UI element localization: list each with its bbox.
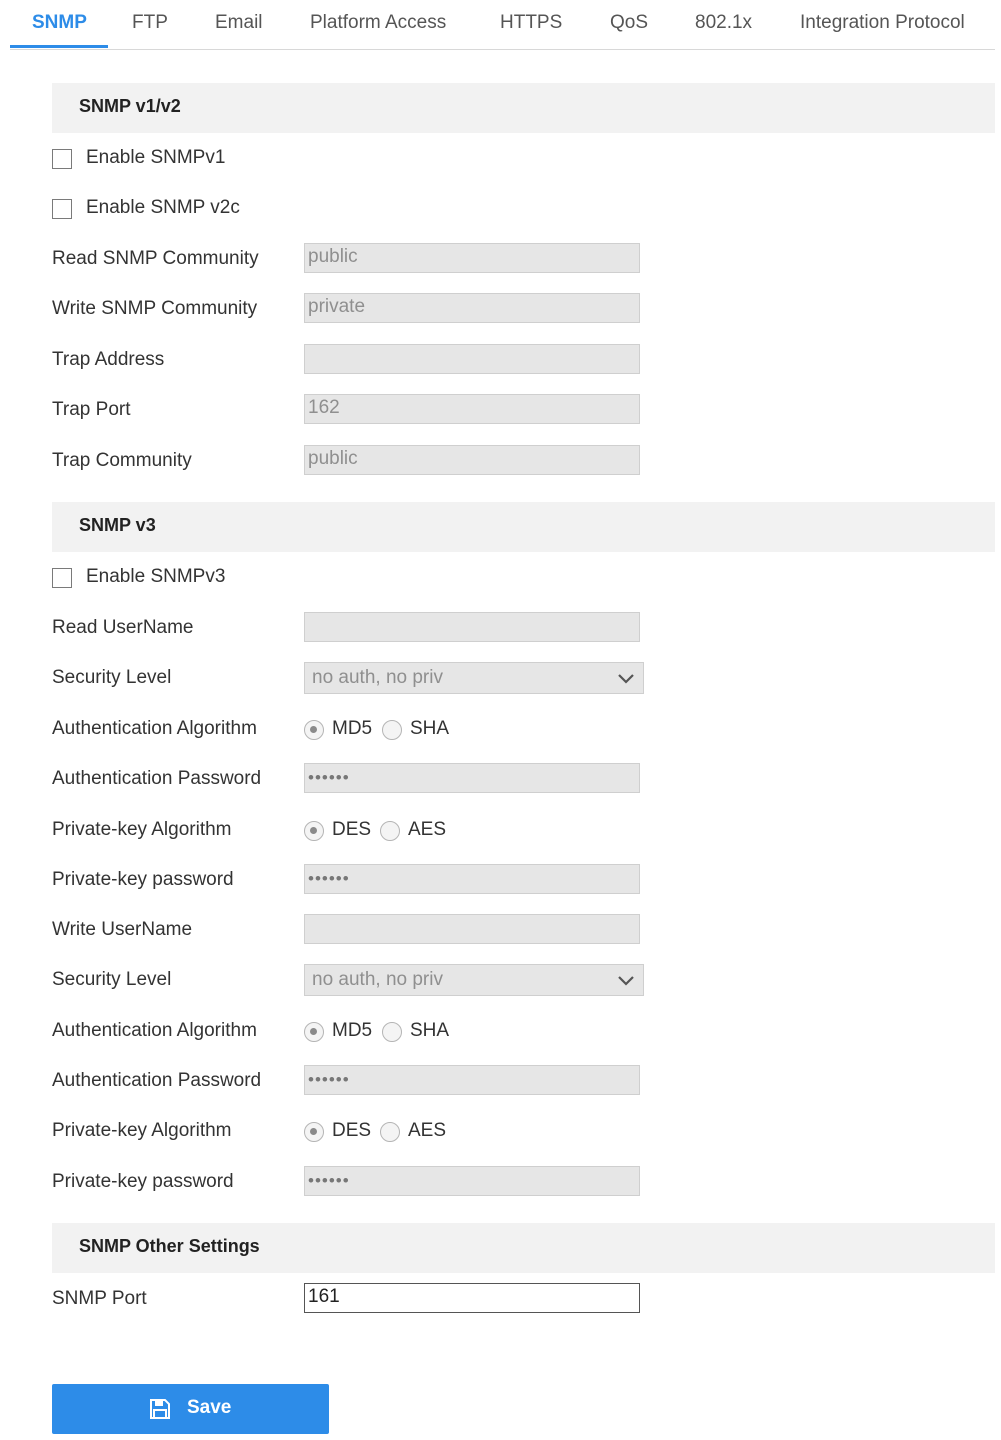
tab-qos[interactable]: QoS	[610, 12, 649, 33]
write-auth-md5-radio[interactable]	[304, 1022, 324, 1042]
write-priv-password-field[interactable]: ••••••	[304, 1166, 640, 1196]
save-button-label: Save	[187, 1397, 232, 1418]
write-auth-password-row	[52, 1065, 672, 1097]
chevron-down-icon	[615, 667, 637, 689]
read-security-level-row	[52, 662, 672, 694]
write-security-level-row	[52, 964, 672, 996]
write-priv-algorithm-label: Private-key Algorithm	[52, 1120, 232, 1141]
read-username-row	[52, 612, 672, 644]
write-community-field[interactable]: private	[304, 293, 640, 323]
write-security-level-value: no auth, no priv	[312, 969, 443, 990]
trap-address-row	[52, 344, 672, 376]
read-auth-password-label: Authentication Password	[52, 768, 262, 789]
enable-snmpv3-label: Enable SNMPv3	[86, 566, 226, 587]
trap-community-row	[52, 445, 672, 477]
trap-address-field[interactable]	[304, 344, 640, 374]
enable-snmpv2c-row	[52, 192, 672, 224]
write-username-row	[52, 914, 672, 946]
section-snmp-v3	[52, 502, 995, 552]
write-priv-algorithm-row	[52, 1115, 672, 1147]
enable-snmpv1-label: Enable SNMPv1	[86, 147, 226, 168]
save-icon	[148, 1397, 172, 1421]
read-priv-password-label: Private-key password	[52, 869, 234, 890]
write-username-label: Write UserName	[52, 919, 193, 940]
read-auth-algorithm-label: Authentication Algorithm	[52, 718, 257, 739]
read-priv-algorithm-row	[52, 814, 672, 846]
write-priv-password-row	[52, 1166, 672, 1198]
write-security-level-label: Security Level	[52, 969, 172, 990]
read-priv-password-row	[52, 864, 672, 896]
read-priv-des-label: DES	[332, 819, 372, 840]
trap-community-field[interactable]: public	[304, 445, 640, 475]
write-auth-password-label: Authentication Password	[52, 1070, 262, 1091]
trap-community-label: Trap Community	[52, 450, 192, 471]
read-auth-algorithm-row	[52, 713, 672, 745]
write-community-label: Write SNMP Community	[52, 298, 258, 319]
enable-snmpv2c-label: Enable SNMP v2c	[86, 197, 240, 218]
section-snmp-v1v2	[52, 83, 995, 133]
radio-selected-dot	[310, 1128, 317, 1135]
write-priv-password-label: Private-key password	[52, 1171, 234, 1192]
write-priv-aes-label: AES	[408, 1120, 447, 1141]
write-auth-md5-label: MD5	[332, 1020, 373, 1041]
section-title-snmp-v1v2: SNMP v1/v2	[79, 96, 181, 116]
enable-snmpv1-checkbox[interactable]	[52, 149, 72, 169]
read-auth-md5-label: MD5	[332, 718, 373, 739]
enable-snmpv3-row	[52, 561, 672, 593]
read-username-field[interactable]	[304, 612, 640, 642]
tab-ftp[interactable]: FTP	[132, 12, 168, 33]
read-auth-password-field[interactable]: ••••••	[304, 763, 640, 793]
write-priv-des-label: DES	[332, 1120, 372, 1141]
tab-snmp[interactable]: SNMP	[32, 12, 87, 33]
snmp-port-row	[52, 1283, 672, 1315]
section-title-snmp-v3: SNMP v3	[79, 515, 156, 535]
read-security-level-label: Security Level	[52, 667, 172, 688]
tab-8021x[interactable]: 802.1x	[695, 12, 753, 33]
radio-selected-dot	[310, 827, 317, 834]
read-auth-md5-radio[interactable]	[304, 720, 324, 740]
enable-snmpv1-row	[52, 142, 672, 174]
enable-snmpv3-checkbox[interactable]	[52, 568, 72, 588]
radio-selected-dot	[310, 1028, 317, 1035]
read-community-field[interactable]: public	[304, 243, 640, 273]
trap-address-label: Trap Address	[52, 349, 165, 370]
read-priv-password-field[interactable]: ••••••	[304, 864, 640, 894]
trap-port-row	[52, 394, 672, 426]
read-auth-sha-radio[interactable]	[382, 720, 402, 740]
radio-selected-dot	[310, 726, 317, 733]
write-auth-password-field[interactable]: ••••••	[304, 1065, 640, 1095]
write-security-level-select[interactable]	[304, 964, 644, 996]
enable-snmpv2c-checkbox[interactable]	[52, 199, 72, 219]
write-username-field[interactable]	[304, 914, 640, 944]
read-username-label: Read UserName	[52, 617, 194, 638]
chevron-down-icon	[615, 969, 637, 991]
trap-port-field[interactable]: 162	[304, 394, 640, 424]
read-auth-sha-label: SHA	[410, 718, 450, 739]
read-security-level-select[interactable]	[304, 662, 644, 694]
section-title-snmp-other: SNMP Other Settings	[79, 1236, 260, 1256]
section-snmp-other	[52, 1223, 995, 1273]
trap-port-label: Trap Port	[52, 399, 131, 420]
write-auth-algorithm-label: Authentication Algorithm	[52, 1020, 257, 1041]
read-community-row	[52, 243, 672, 275]
snmp-port-label: SNMP Port	[52, 1288, 147, 1309]
write-community-row	[52, 293, 672, 325]
active-tab-indicator	[10, 45, 108, 48]
write-priv-des-radio[interactable]	[304, 1122, 324, 1142]
save-button[interactable]	[52, 1384, 329, 1434]
read-priv-des-radio[interactable]	[304, 821, 324, 841]
tab-integration-protocol[interactable]: Integration Protocol	[800, 12, 965, 33]
write-auth-sha-label: SHA	[410, 1020, 450, 1041]
tab-bar	[10, 0, 995, 50]
tab-email[interactable]: Email	[215, 12, 263, 33]
write-auth-sha-radio[interactable]	[382, 1022, 402, 1042]
write-auth-algorithm-row	[52, 1015, 672, 1047]
tab-https[interactable]: HTTPS	[500, 12, 563, 33]
read-community-label: Read SNMP Community	[52, 248, 259, 269]
read-security-level-value: no auth, no priv	[312, 667, 443, 688]
snmp-port-field[interactable]: 161	[304, 1283, 640, 1313]
read-priv-algorithm-label: Private-key Algorithm	[52, 819, 232, 840]
tab-platform-access[interactable]: Platform Access	[310, 12, 447, 33]
read-auth-password-row	[52, 763, 672, 795]
read-priv-aes-label: AES	[408, 819, 447, 840]
read-priv-aes-radio[interactable]	[380, 821, 400, 841]
write-priv-aes-radio[interactable]	[380, 1122, 400, 1142]
